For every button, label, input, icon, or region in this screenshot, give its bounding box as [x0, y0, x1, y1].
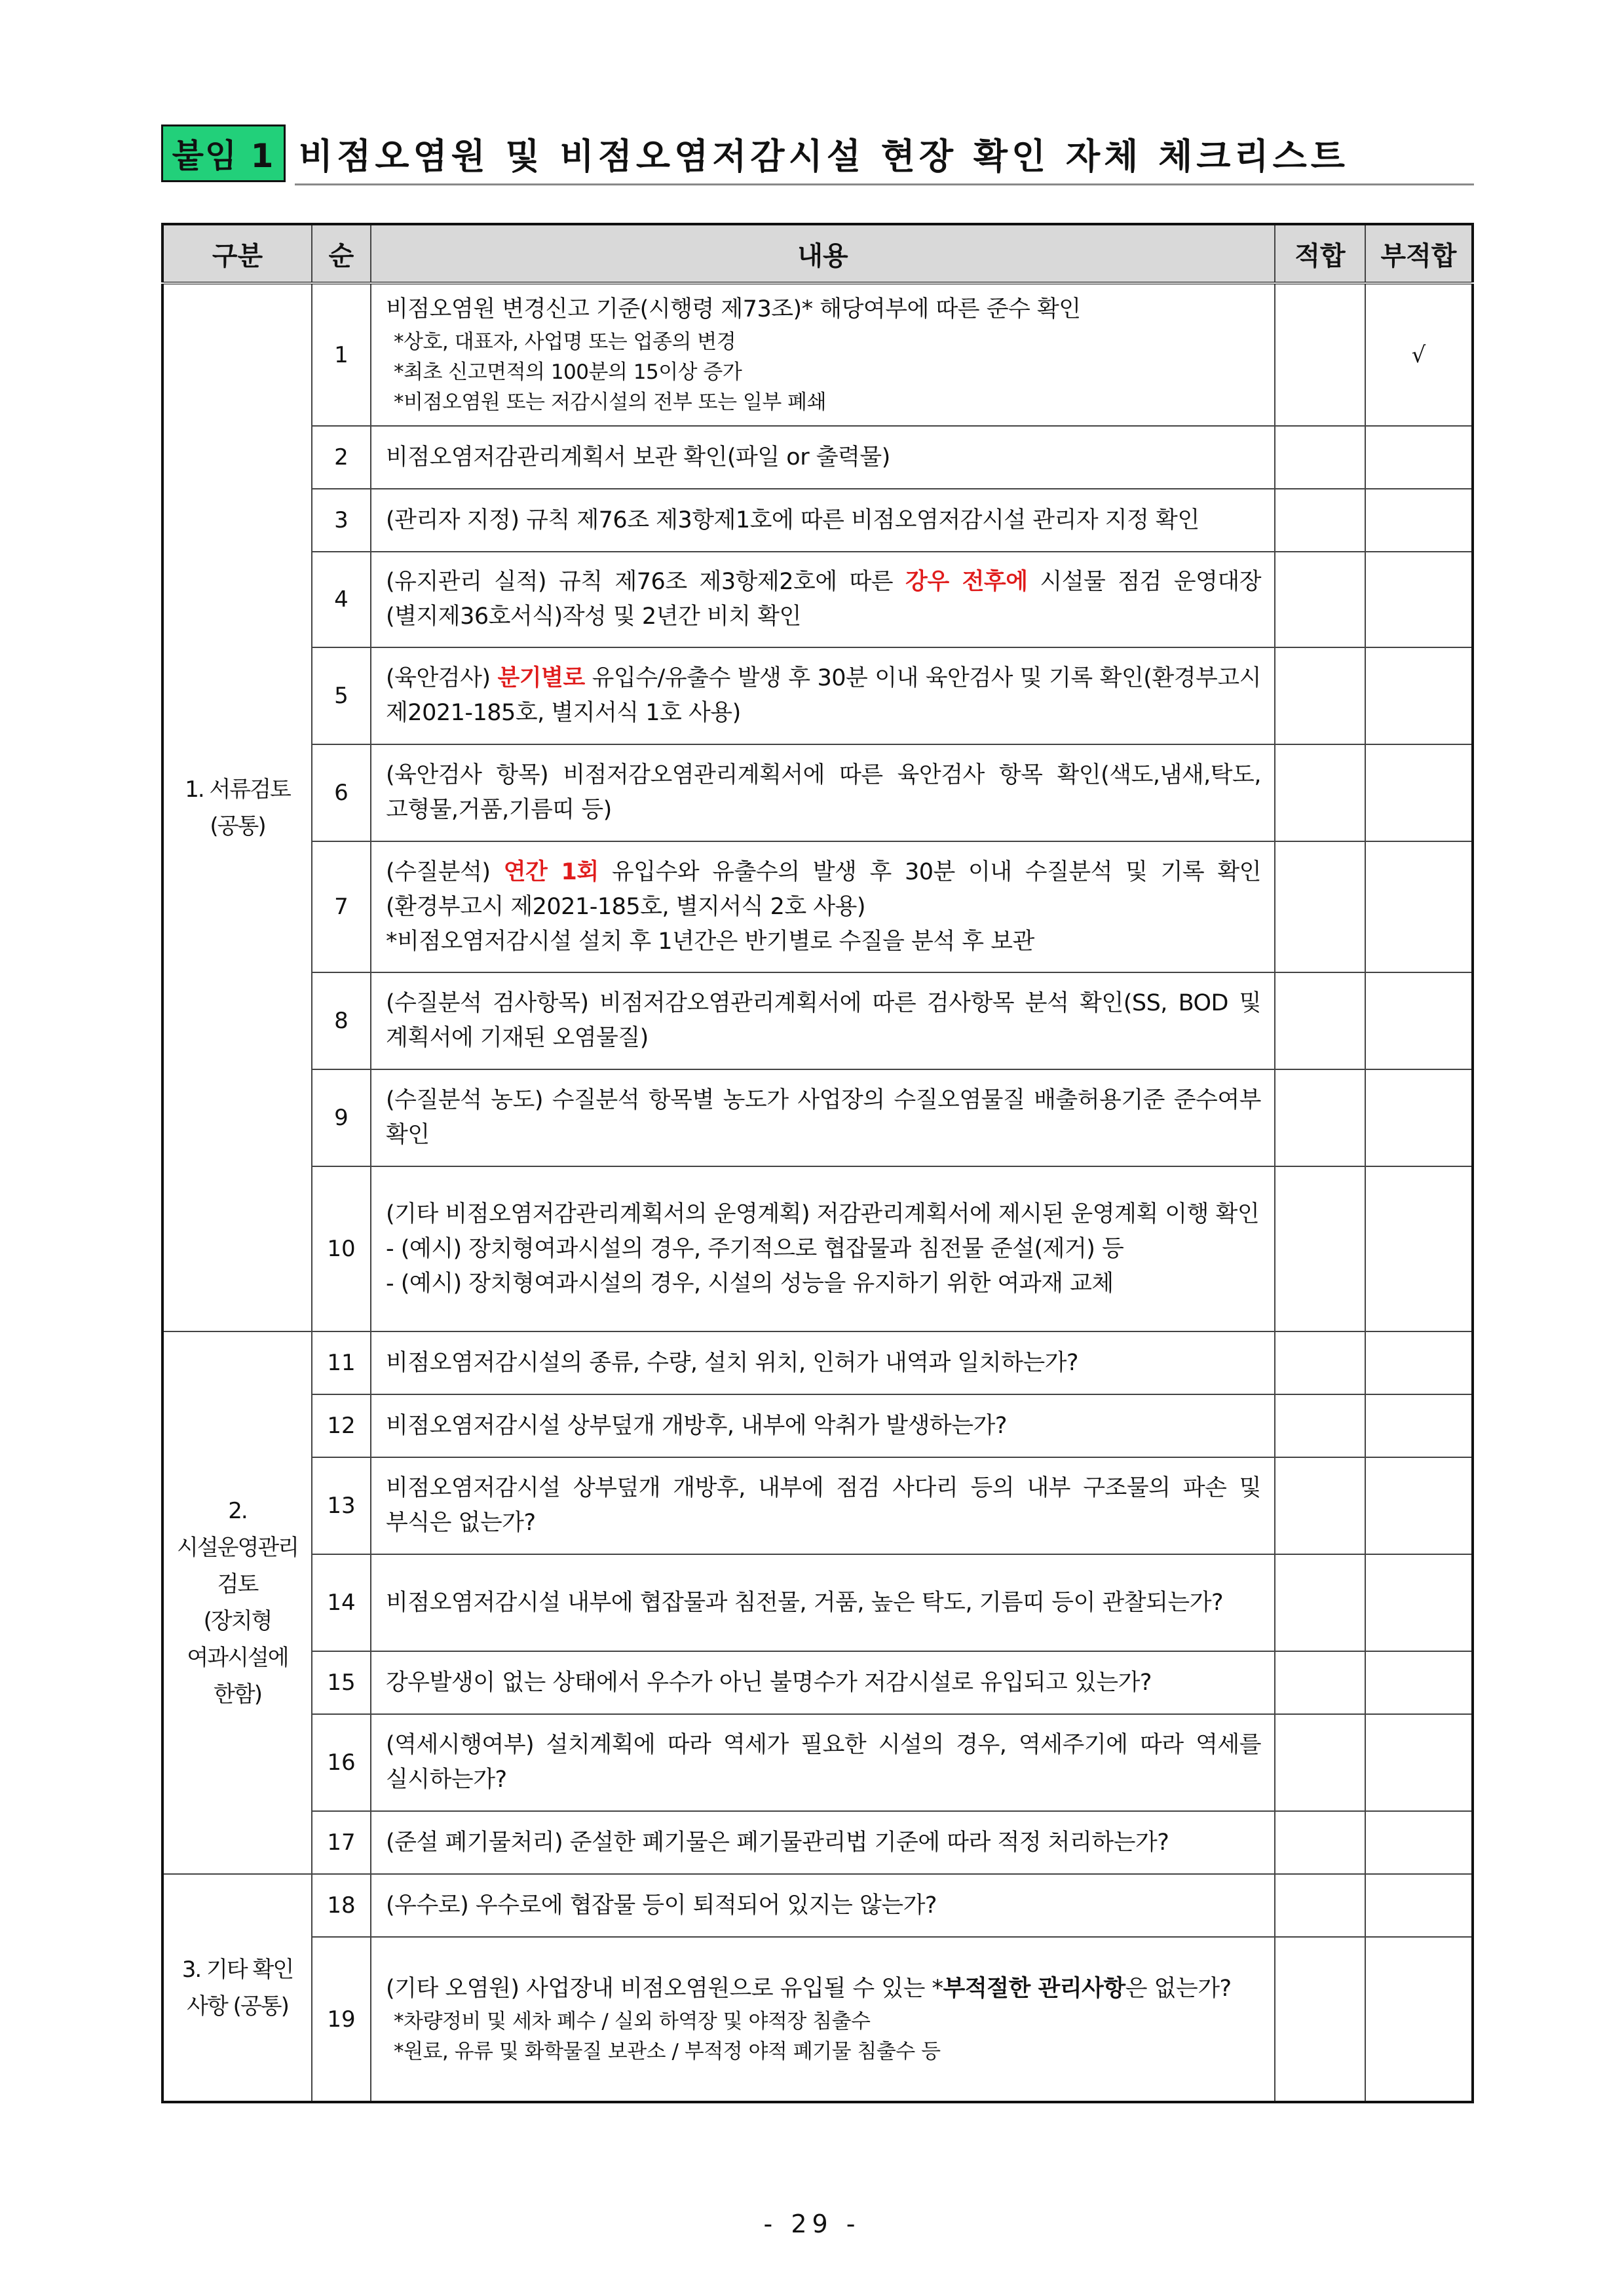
row-number: 15 — [312, 1651, 371, 1714]
content-line: (수질분석 검사항목) 비점저감오염관리계획서에 따른 검사항목 분석 확인(SS, BOD 및 계획서에 기재된 오염물질) — [386, 990, 1261, 1051]
content-line: (우수로) 우수로에 협잡물 등이 퇴적되어 있지는 않는가? — [386, 1892, 937, 1919]
table-row — [162, 1554, 1473, 1651]
row-number: 7 — [312, 841, 371, 972]
category-label: 여과시설에 — [187, 1645, 288, 1671]
row-content — [371, 1069, 1275, 1166]
content-line: 비점오염저감관리계획서 보관 확인(파일 or 출력물) — [386, 444, 890, 470]
unsuitable-check-cell[interactable] — [1365, 841, 1473, 972]
content-text: 유입수/유출수 발생 후 30분 이내 육안검사 및 기록 확인(환경부고시 제2021-185호, 별지서식 1호 사용) — [386, 665, 1261, 726]
unsuitable-check-cell[interactable] — [1365, 426, 1473, 489]
suitable-check-cell[interactable] — [1275, 1714, 1365, 1811]
suitable-check-cell[interactable] — [1275, 1331, 1365, 1394]
suitable-check-cell[interactable] — [1275, 1166, 1365, 1331]
suitable-check-cell[interactable] — [1275, 1554, 1365, 1651]
suitable-check-cell[interactable] — [1275, 744, 1365, 841]
suitable-check-cell[interactable] — [1275, 1874, 1365, 1937]
row-number: 5 — [312, 647, 371, 744]
content-text: 시설물 점검 운영대장(별지제36호서식)작성 및 2년간 비치 확인 — [386, 569, 1262, 630]
table-row — [162, 1331, 1473, 1394]
row-content — [371, 972, 1275, 1069]
emphasis-text: 분기별로 — [497, 665, 585, 691]
content-line: (준설 폐기물처리) 준설한 폐기물은 폐기물관리법 기준에 따라 적정 처리하는가? — [386, 1829, 1169, 1856]
suitable-check-cell[interactable] — [1275, 1069, 1365, 1166]
row-content — [371, 489, 1275, 552]
content-line: *비점오염저감시설 설치 후 1년간은 반기별로 수질을 분석 후 보관 — [386, 928, 1034, 955]
content-text: 은 없는가? — [1125, 1976, 1232, 2002]
emphasis-text: 부적절한 관리사항 — [943, 1976, 1125, 2002]
category-label: 한함) — [214, 1681, 261, 1708]
unsuitable-check-cell[interactable] — [1365, 972, 1473, 1069]
row-content — [371, 1651, 1275, 1714]
content-line: 강우발생이 없는 상태에서 우수가 아닌 불명수가 저감시설로 유입되고 있는가? — [386, 1669, 1152, 1696]
header-order: 순 — [312, 224, 371, 283]
row-content — [371, 1874, 1275, 1937]
unsuitable-check-cell[interactable] — [1365, 1331, 1473, 1394]
unsuitable-check-cell[interactable] — [1365, 647, 1473, 744]
suitable-check-cell[interactable] — [1275, 1811, 1365, 1874]
table-row — [162, 1457, 1473, 1554]
content-note: *최초 신고면적의 100분의 15이상 증가 — [394, 360, 742, 384]
row-number: 13 — [312, 1457, 371, 1554]
row-number: 16 — [312, 1714, 371, 1811]
content-text: (유지관리 실적) 규칙 제76조 제3항제2호에 따른 — [386, 569, 906, 595]
category-label: 1. 서류검토 — [185, 776, 290, 803]
content-line: - (예시) 장치형여과시설의 경우, 시설의 성능을 유지하기 위한 여과재 교체 — [386, 1270, 1114, 1297]
category-label: (공통) — [210, 813, 265, 839]
content-line: (기타 비점오염저감관리계획서의 운영계획) 저감관리계획서에 제시된 운영계획 이행 확인 — [386, 1200, 1260, 1227]
page-number: - 29 - — [763, 2210, 861, 2238]
row-number: 18 — [312, 1874, 371, 1937]
suitable-check-cell[interactable] — [1275, 283, 1365, 426]
table-row — [162, 1937, 1473, 2102]
row-number: 14 — [312, 1554, 371, 1651]
row-number: 10 — [312, 1166, 371, 1331]
unsuitable-check-cell[interactable] — [1365, 1874, 1473, 1937]
table-row — [162, 1874, 1473, 1937]
row-content — [371, 1331, 1275, 1394]
table-row — [162, 1069, 1473, 1166]
content-text: (기타 오염원) 사업장내 비점오염원으로 유입될 수 있는 * — [386, 1976, 943, 2002]
header-suitable: 적합 — [1275, 224, 1365, 283]
unsuitable-check-cell[interactable] — [1365, 1166, 1473, 1331]
row-content — [371, 426, 1275, 489]
table-row — [162, 1166, 1473, 1331]
row-content — [371, 552, 1275, 647]
category-label: 2. — [228, 1498, 247, 1524]
content-line: 비점오염저감시설 내부에 협잡물과 침전물, 거품, 높은 탁도, 기름띠 등이 관찰되는가? — [386, 1589, 1224, 1616]
row-content — [371, 1457, 1275, 1554]
title-underline — [295, 183, 1474, 185]
content-line — [386, 661, 1261, 731]
row-number: 6 — [312, 744, 371, 841]
content-note: *차량정비 및 세차 폐수 / 실외 하역장 및 야적장 침출수 — [394, 2010, 871, 2033]
emphasis-text: 연간 1회 — [503, 858, 599, 885]
category-label: 사항 (공통) — [187, 1993, 288, 2019]
table-row — [162, 647, 1473, 744]
suitable-check-cell[interactable] — [1275, 489, 1365, 552]
unsuitable-check-cell[interactable] — [1365, 1937, 1473, 2102]
suitable-check-cell[interactable] — [1275, 1394, 1365, 1457]
table-row — [162, 1394, 1473, 1457]
content-line: 비점오염원 변경신고 기준(시행령 제73조)* 해당여부에 따른 준수 확인 — [386, 296, 1081, 322]
table-row — [162, 283, 1473, 426]
row-content — [371, 1166, 1275, 1331]
suitable-check-cell[interactable] — [1275, 1457, 1365, 1554]
row-content — [371, 1714, 1275, 1811]
table-row — [162, 1651, 1473, 1714]
table-row — [162, 426, 1473, 489]
row-content — [371, 744, 1275, 841]
row-number: 19 — [312, 1937, 371, 2102]
unsuitable-check-cell[interactable] — [1365, 1714, 1473, 1811]
table-header-row — [162, 224, 1473, 283]
content-line: 비점오염저감시설 상부덮개 개방후, 내부에 악취가 발생하는가? — [386, 1412, 1007, 1439]
table-row — [162, 489, 1473, 552]
row-number: 1 — [312, 283, 371, 426]
row-content — [371, 1394, 1275, 1457]
content-line — [386, 855, 1261, 925]
row-content — [371, 283, 1275, 426]
document-title — [161, 124, 1471, 186]
content-note: *원료, 유류 및 화학물질 보관소 / 부적정 야적 폐기물 침출수 등 — [394, 2040, 941, 2063]
content-text: (육안검사) — [386, 665, 498, 691]
table-row — [162, 552, 1473, 647]
unsuitable-check-cell[interactable] — [1365, 1554, 1473, 1651]
unsuitable-check-cell[interactable] — [1365, 1394, 1473, 1457]
unsuitable-check-cell[interactable] — [1365, 552, 1473, 647]
row-number: 12 — [312, 1394, 371, 1457]
unsuitable-check-cell[interactable] — [1365, 744, 1473, 841]
suitable-check-cell[interactable] — [1275, 1651, 1365, 1714]
row-content — [371, 841, 1275, 972]
row-number: 17 — [312, 1811, 371, 1874]
row-content — [371, 647, 1275, 744]
row-number: 2 — [312, 426, 371, 489]
unsuitable-check-cell[interactable] — [1365, 489, 1473, 552]
content-line — [386, 1972, 1261, 2006]
table-row — [162, 744, 1473, 841]
category-cell — [162, 1331, 312, 1874]
content-text: (수질분석) — [386, 858, 504, 885]
content-note: *상호, 대표자, 사업명 또는 업종의 변경 — [394, 330, 736, 354]
category-label: (장치형 — [203, 1608, 272, 1634]
unsuitable-check-cell[interactable] — [1365, 1069, 1473, 1166]
content-line — [386, 565, 1261, 634]
category-label: 시설운영관리 — [176, 1535, 299, 1561]
content-line: 비점오염저감시설의 종류, 수량, 설치 위치, 인허가 내역과 일치하는가? — [386, 1349, 1079, 1376]
unsuitable-check-cell[interactable]: √ — [1365, 283, 1473, 426]
content-line: (관리자 지정) 규칙 제76조 제3항제1호에 따른 비점오염저감시설 관리자 지정 확인 — [386, 507, 1199, 533]
row-number: 8 — [312, 972, 371, 1069]
suitable-check-cell[interactable] — [1275, 647, 1365, 744]
content-text: 유입수와 유출수의 발생 후 30분 이내 수질분석 및 기록 확인(환경부고시 제2021-185호, 별지서식 2호 사용) — [386, 858, 1261, 920]
suitable-check-cell[interactable] — [1275, 552, 1365, 647]
unsuitable-check-cell[interactable] — [1365, 1651, 1473, 1714]
category-cell — [162, 283, 312, 1331]
suitable-check-cell[interactable] — [1275, 1937, 1365, 2102]
header-category: 구분 — [162, 224, 312, 283]
content-note: *비점오염원 또는 저감시설의 전부 또는 일부 폐쇄 — [394, 391, 827, 414]
row-number: 11 — [312, 1331, 371, 1394]
header-unsuitable: 부적합 — [1365, 224, 1473, 283]
row-number: 4 — [312, 552, 371, 647]
row-content — [371, 1554, 1275, 1651]
unsuitable-check-cell[interactable] — [1365, 1457, 1473, 1554]
row-number: 3 — [312, 489, 371, 552]
category-label: 검토 — [217, 1571, 258, 1598]
row-content — [371, 1811, 1275, 1874]
attachment-badge: 붙임 1 — [161, 124, 286, 182]
table-row — [162, 1811, 1473, 1874]
content-line: (역세시행여부) 설치계획에 따라 역세가 필요한 시설의 경우, 역세주기에 따라 역세를 실시하는가? — [386, 1732, 1261, 1793]
suitable-check-cell[interactable] — [1275, 426, 1365, 489]
content-line: 비점오염저감시설 상부덮개 개방후, 내부에 점검 사다리 등의 내부 구조물의 파손 및 부식은 없는가? — [386, 1475, 1261, 1536]
emphasis-text: 강우 전후에 — [905, 569, 1028, 595]
table-row — [162, 972, 1473, 1069]
suitable-check-cell[interactable] — [1275, 972, 1365, 1069]
row-number: 9 — [312, 1069, 371, 1166]
row-content — [371, 1937, 1275, 2102]
category-cell — [162, 1874, 312, 2102]
checklist-table — [161, 223, 1474, 2103]
content-line: - (예시) 장치형여과시설의 경우, 주기적으로 협잡물과 침전물 준설(제거) 등 — [386, 1235, 1124, 1262]
page-title: 비점오염원 및 비점오염저감시설 현장 확인 자체 체크리스트 — [299, 135, 1349, 177]
category-label: 3. 기타 확인 — [181, 1956, 293, 1983]
content-line: (육안검사 항목) 비점저감오염관리계획서에 따른 육안검사 항목 확인(색도,냄새,탁도,고형물,거품,기름띠 등) — [386, 762, 1261, 823]
content-line: (수질분석 농도) 수질분석 항목별 농도가 사업장의 수질오염물질 배출허용기준 준수여부 확인 — [386, 1087, 1261, 1148]
header-content: 내용 — [371, 224, 1275, 283]
suitable-check-cell[interactable] — [1275, 841, 1365, 972]
table-row — [162, 1714, 1473, 1811]
table-row — [162, 841, 1473, 972]
unsuitable-check-cell[interactable] — [1365, 1811, 1473, 1874]
